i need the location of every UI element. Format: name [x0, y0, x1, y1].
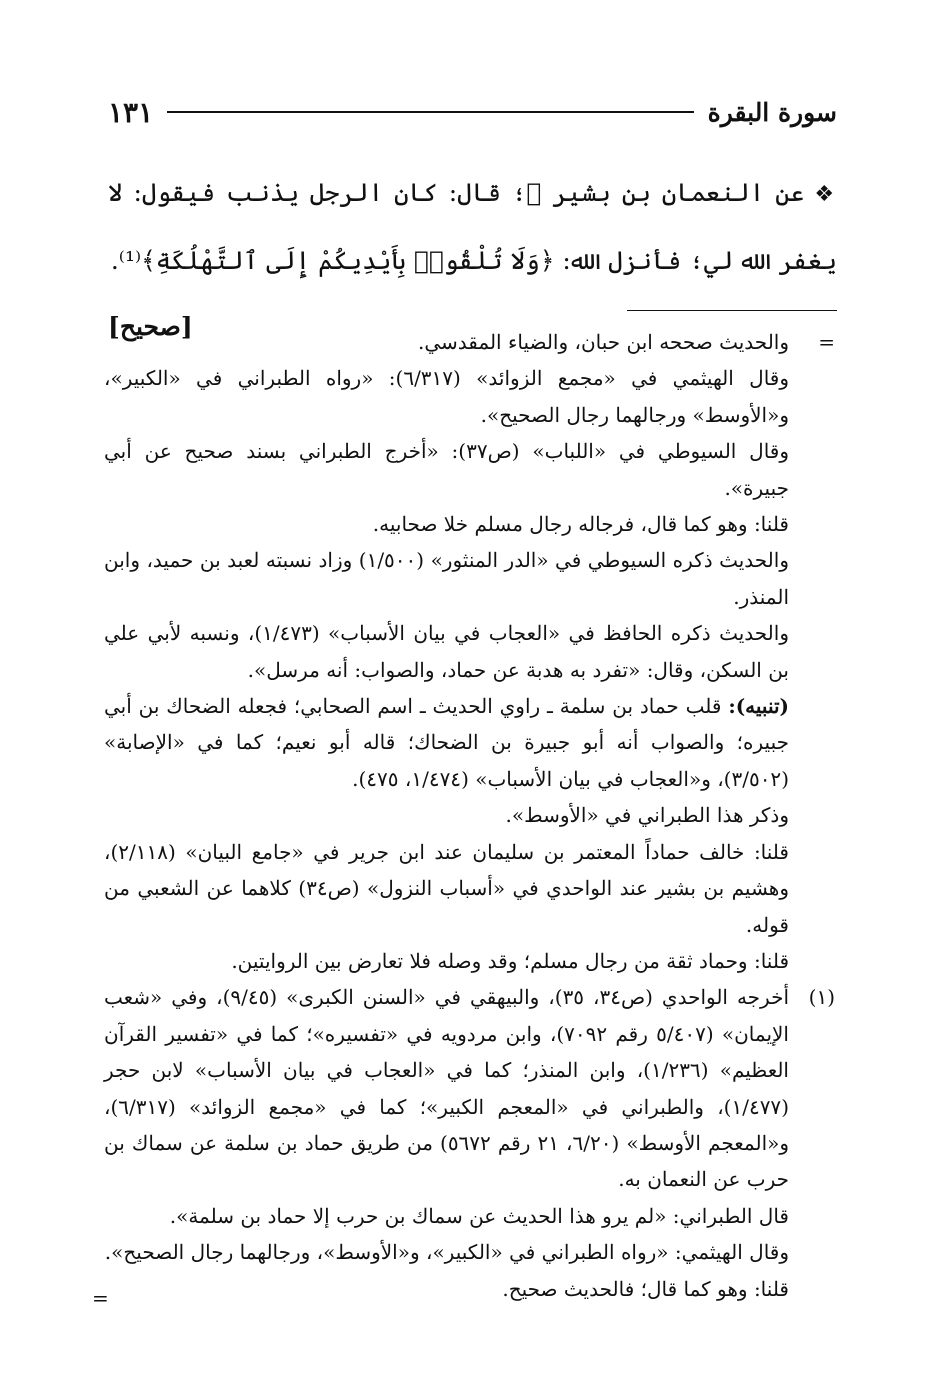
- footnote-paragraph: [104, 360, 835, 433]
- footnote-1-text: أخرجه الواحدي (ص٣٤، ٣٥)، والبيهقي في «السنن الكبرى» (٩/٤٥)، وفي «شعب الإيمان» (٥/٤٠٧ رقم ٧٠٩٢)، وابن مردويه في «تفسيره»؛ كما في «تفسير القرآن العظيم» (١/٢٣٦)، وابن المنذر؛ كما في «العجاب في بيان الأسباب» لابن حجر (١/٤٧٧)، والطبراني في «المعجم الكبير»؛ كما في «مجمع الزوائد» (٦/٣١٧)، و«المعجم الأوسط» (٦/٢٠، ٢١ رقم ٥٦٧٢) من طريق حماد بن سلمة عن سماك بن حرب عن النعمان به.: [104, 985, 790, 1192]
- footnote-paragraph: [104, 688, 835, 797]
- hadith-grade: [صحيح]: [108, 312, 193, 341]
- footnote-line: والحديث صححه ابن حبان، والضياء المقدسي.: [417, 330, 789, 354]
- footnote-line: والحديث ذكره السيوطي في «الدر المنثور» (١/٥٠٠) وزاد نسبته لعبد بن حميد، وابن المنذر.: [104, 548, 789, 609]
- footnote-paragraph: [104, 834, 835, 943]
- footnote-paragraph: [104, 324, 835, 360]
- footnote-paragraph: [104, 615, 835, 688]
- footnote-paragraph: [104, 797, 835, 833]
- footnote-paragraph: [104, 1271, 835, 1307]
- hadith-text: عن النعمان بن بشير ﷺ؛ قال: كان الرجل يذنب فيقول: لا يغفر الله لي؛ فأنزل الله: ﴿وَلَا تُلْقُوا۟ بِأَيْدِيكُمْ إِلَى ٱلتَّهْلُكَةِ﴾⁽¹⁾.: [108, 178, 837, 275]
- footnote-line: قلنا: وهو كما قال؛ فالحديث صحيح.: [502, 1276, 789, 1301]
- footnotes: [104, 324, 835, 1307]
- footnote-line: قال الطبراني: «لم يرو هذا الحديث عن سماك بن حرب إلا حماد بن سلمة».: [169, 1203, 789, 1228]
- footnote-paragraph: [104, 506, 835, 542]
- note-text: قلب حماد بن سلمة ـ راوي الحديث ـ اسم الصحابي؛ فجعله الضحاك بن أبي جبيره؛ والصواب أنه أبو جبيرة بن الضحاك؛ قاله أبو نعيم؛ كما في «الإصابة» (٣/٥٠٢)، و«العجاب في بيان الأسباب» (١/٤٧٤، ٤٧٥).: [104, 694, 789, 791]
- footnote-line: قلنا: وحماد ثقة من رجال مسلم؛ وقد وصله فلا تعارض بين الروايتين.: [231, 948, 789, 973]
- footnote-paragraph: [104, 542, 835, 615]
- footnote-line: قلنا: وهو كما قال، فرجاله رجال مسلم خلا صحابيه.: [372, 512, 789, 537]
- footnote-paragraph: [104, 1234, 835, 1270]
- footnote-paragraph: [104, 943, 835, 979]
- footnote-line: وقال الهيثمي: «رواه الطبراني في «الكبير»، و«الأوسط»، ورجالهما رجال الصحيح».: [104, 1240, 789, 1265]
- header-rule: [167, 111, 693, 113]
- continuation-marker: =: [818, 330, 835, 354]
- surah-title: سورة البقرة: [707, 97, 837, 127]
- footnote-separator: [627, 310, 837, 311]
- footnote-1-marker: (١): [808, 985, 835, 1010]
- footnote-line: وقال الهيثمي في «مجمع الزوائد» (٦/٣١٧): «رواه الطبراني في «الكبير»، و«الأوسط» ورجالهما رجال الصحيح».: [104, 366, 790, 427]
- page-header: [108, 92, 837, 132]
- note-label: (تنبيه):: [728, 694, 790, 719]
- footnote-line: والحديث ذكره الحافظ في «العجاب في بيان الأسباب» (١/٤٧٣)، ونسبه لأبي علي بن السكن، وقال: «تفرد به هدبة عن حماد، والصواب: أنه مرسل».: [104, 621, 789, 682]
- footnote-1: [104, 979, 835, 1197]
- footnote-line: وقال السيوطي في «اللباب» (ص٣٧): «أخرج الطبراني بسند صحيح عن أبي جبيرة».: [104, 439, 790, 500]
- hadith-star-icon: ❖: [814, 182, 837, 207]
- footnote-paragraph: [104, 433, 835, 506]
- bottom-continuation-marker: =: [92, 1286, 109, 1310]
- footnote-paragraph: [104, 1198, 835, 1234]
- page-number: ١٣١: [108, 95, 154, 129]
- footnote-line: وذكر هذا الطبراني في «الأوسط».: [505, 803, 789, 828]
- footnote-line: قلنا: خالف حماداً المعتمر بن سليمان عند ابن جرير في «جامع البيان» (٢/١١٨)، وهشيم بن بشير عند الواحدي في «أسباب النزول» (ص٣٤) كلاهما عن الشعبي من قوله.: [104, 839, 789, 937]
